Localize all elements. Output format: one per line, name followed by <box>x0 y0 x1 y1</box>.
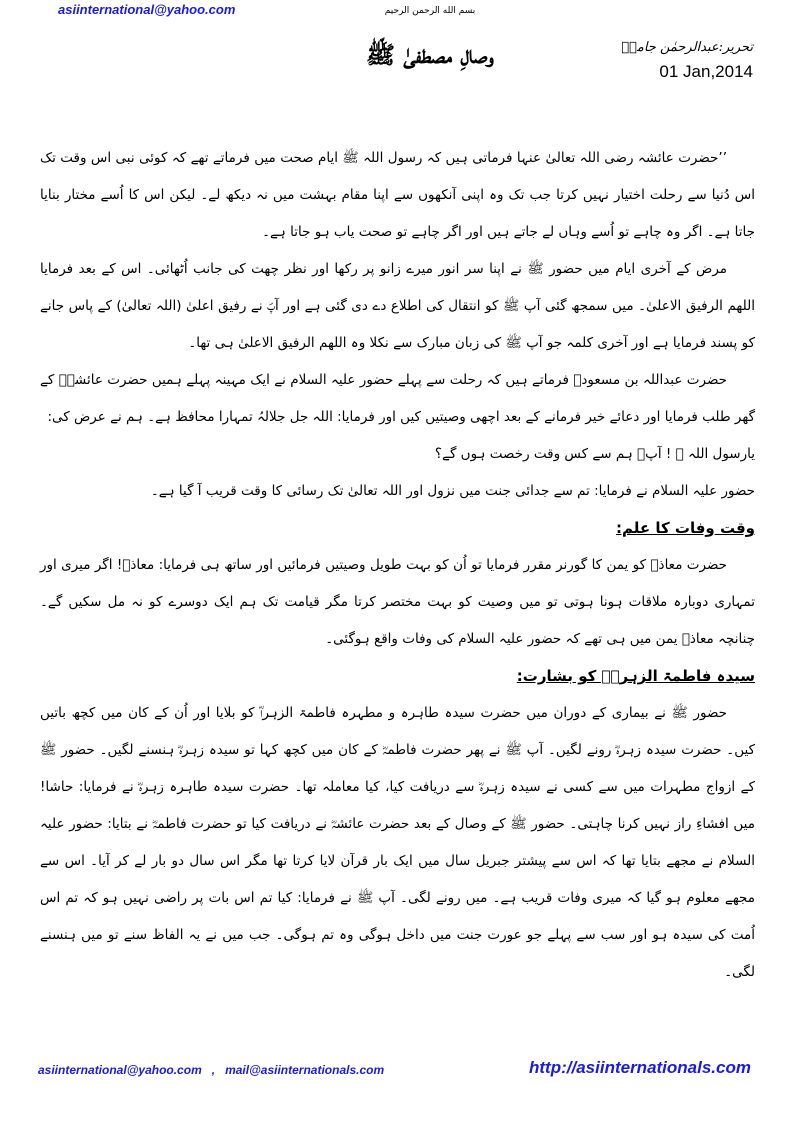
section-heading: وقت وفات کا علم: <box>615 519 755 537</box>
footer-separator: , <box>211 1063 216 1077</box>
footer-email-yahoo[interactable]: asiinternational@yahoo.com <box>38 1063 202 1077</box>
article-body <box>40 140 755 991</box>
bismillah: بسم الله الرحمن الرحیم <box>384 6 476 16</box>
paragraph: مرض کے آخری ایام میں حضور ﷺ نے اپنا سر انور میرے زانو پر رکھا اور نظر چھت کی جانب اُٹھائی۔ اس کے بعد فرمایا اللھم الرفیق الاعلیٰ۔ میں سمجھ گئی آپ ﷺ کو انتقال کی اطلاع دے دی گئی ہے اور آپؐ نے رفیق اعلیٰ (اللہ تعالیٰ) کے پاس جانے کو پسند فرمایا ہے اور آخری کلمہ جو آپ ﷺ کی زبان مبارک سے نکلا وہ اللھم الرفیق الاعلیٰ ہی تھا۔ <box>40 261 755 351</box>
footer-website-link[interactable]: http://asiinternationals.com <box>529 1058 751 1077</box>
page-title: وصالِ مصطفیٰ ﷺ <box>366 40 494 69</box>
footer-email-mail[interactable]: mail@asiinternationals.com <box>225 1063 385 1077</box>
paragraph: حضور ﷺ نے بیماری کے دوران میں حضرت سیدہ طاہرہ و مطہرہ فاطمۃ الزہراؓ کو بلایا اور اُن کے کان میں کچھ باتیں کیں۔ حضرت سیدہ زہرہؓ رونے لگیں۔ آپ ﷺ نے پھر حضرت فاطمہؓ کے کان میں کچھ کہا تو سیدہ زہرہؓ ہنسنے لگیں۔ حضور ﷺ کے ازواج مطہرات میں سے کسی نے سیدہ زہرہؓ سے دریافت کیا، کیا معاملہ تھا۔ حضرت سیدہ طاہرہ زہرہؓ نے فرمایا: حاشا! میں افشاءِ راز نہیں کرنا چاہتی۔ حضور ﷺ کے وصال کے بعد حضرت عائشہؓ نے دریافت کیا تو حضرت فاطمہؓ نے بتایا: حضور علیہ السلام نے مجھے بتایا تھا کہ اس سے پیشتر جبریل سال میں ایک بار قرآن لایا کرتا تھا مگر اس سال دو بار لے کر آیا۔ اس سے مجھے معلوم ہو گیا کہ میری وفات قریب ہے۔ میں رونے لگی۔ آپ ﷺ نے فرمایا: کیا تم اس بات پر راضی نہیں ہو کہ تم اس اُمت کی سیدہ ہو اور سب سے پہلے جو عورت جنت میں داخل ہوگی وہ تم ہوگی۔ جب میں نے یہ الفاظ سنے تو میں ہنسنے لگی۔ <box>40 705 755 980</box>
paragraph: حضور علیہ السلام نے فرمایا: تم سے جدائی جنت میں نزول اور اللہ تعالیٰ تک رسائی کا وقت قریب آ گیا ہے۔ <box>150 483 755 499</box>
footer-emails <box>38 1063 384 1077</box>
section-heading: سیدہ فاطمۃ الزہرہؓ کو بشارت: <box>516 667 755 685</box>
article-date: 01 Jan,2014 <box>659 62 753 81</box>
paragraph: ’’حضرت عائشہ رضی اللہ تعالیٰ عنہا فرماتی ہیں کہ رسول اللہ ﷺ ایام صحت میں فرماتے تھے کہ کوئی نبی اس وقت تک اس دُنیا سے رحلت اختیار نہیں کرتا جب تک وہ اپنی آنکھوں سے اپنا مقام بہشت میں نہ دیکھ لے۔ لیکن اس کا اُسے مختار بنایا جاتا ہے۔ اگر وہ چاہے تو اُسے وہاں لے جاتے ہیں اور اگر چاہے تو صحت یاب ہو جاتا ہے۔ <box>40 150 755 240</box>
author-byline: تحریر:عبدالرحمٰن جامیؒ <box>621 40 753 55</box>
paragraph: حضرت عبداللہ بن مسعودؓ فرماتے ہیں کہ رحلت سے پہلے حضور علیہ السلام نے ایک مہینہ پہلے ہمیں حضرت عائشہؓ کے گھر طلب فرمایا اور دعائے خیر فرمانے کے بعد اچھی وصیتیں کیں اور فرمایا: اللہ جل جلالہُ تمہارا محافظ ہے۔ ہم نے عرض کی: <box>40 372 755 425</box>
paragraph: حضرت معاذؓ کو یمن کا گورنر مقرر فرمایا تو اُن کو بہت طویل وصیتیں فرمائیں اور ساتھ ہی فرمایا: معاذؓ! اگر میری اور تمہاری دوبارہ ملاقات ہونا ہوتی تو میں وصیت کو بہت مختصر کرتا مگر قیامت تک ہم ایک دوسرے کو نہ مل سکیں گے۔ چنانچہ معاذؓ یمن میں ہی تھے کہ حضور علیہ السلام کی وفات واقع ہوگئی۔ <box>40 557 755 647</box>
paragraph: یارسول اللہ ﷺ ! آپؐ ہم سے کس وقت رخصت ہوں گے؟ <box>434 446 755 462</box>
header-email[interactable]: asiinternational@yahoo.com <box>58 2 236 17</box>
